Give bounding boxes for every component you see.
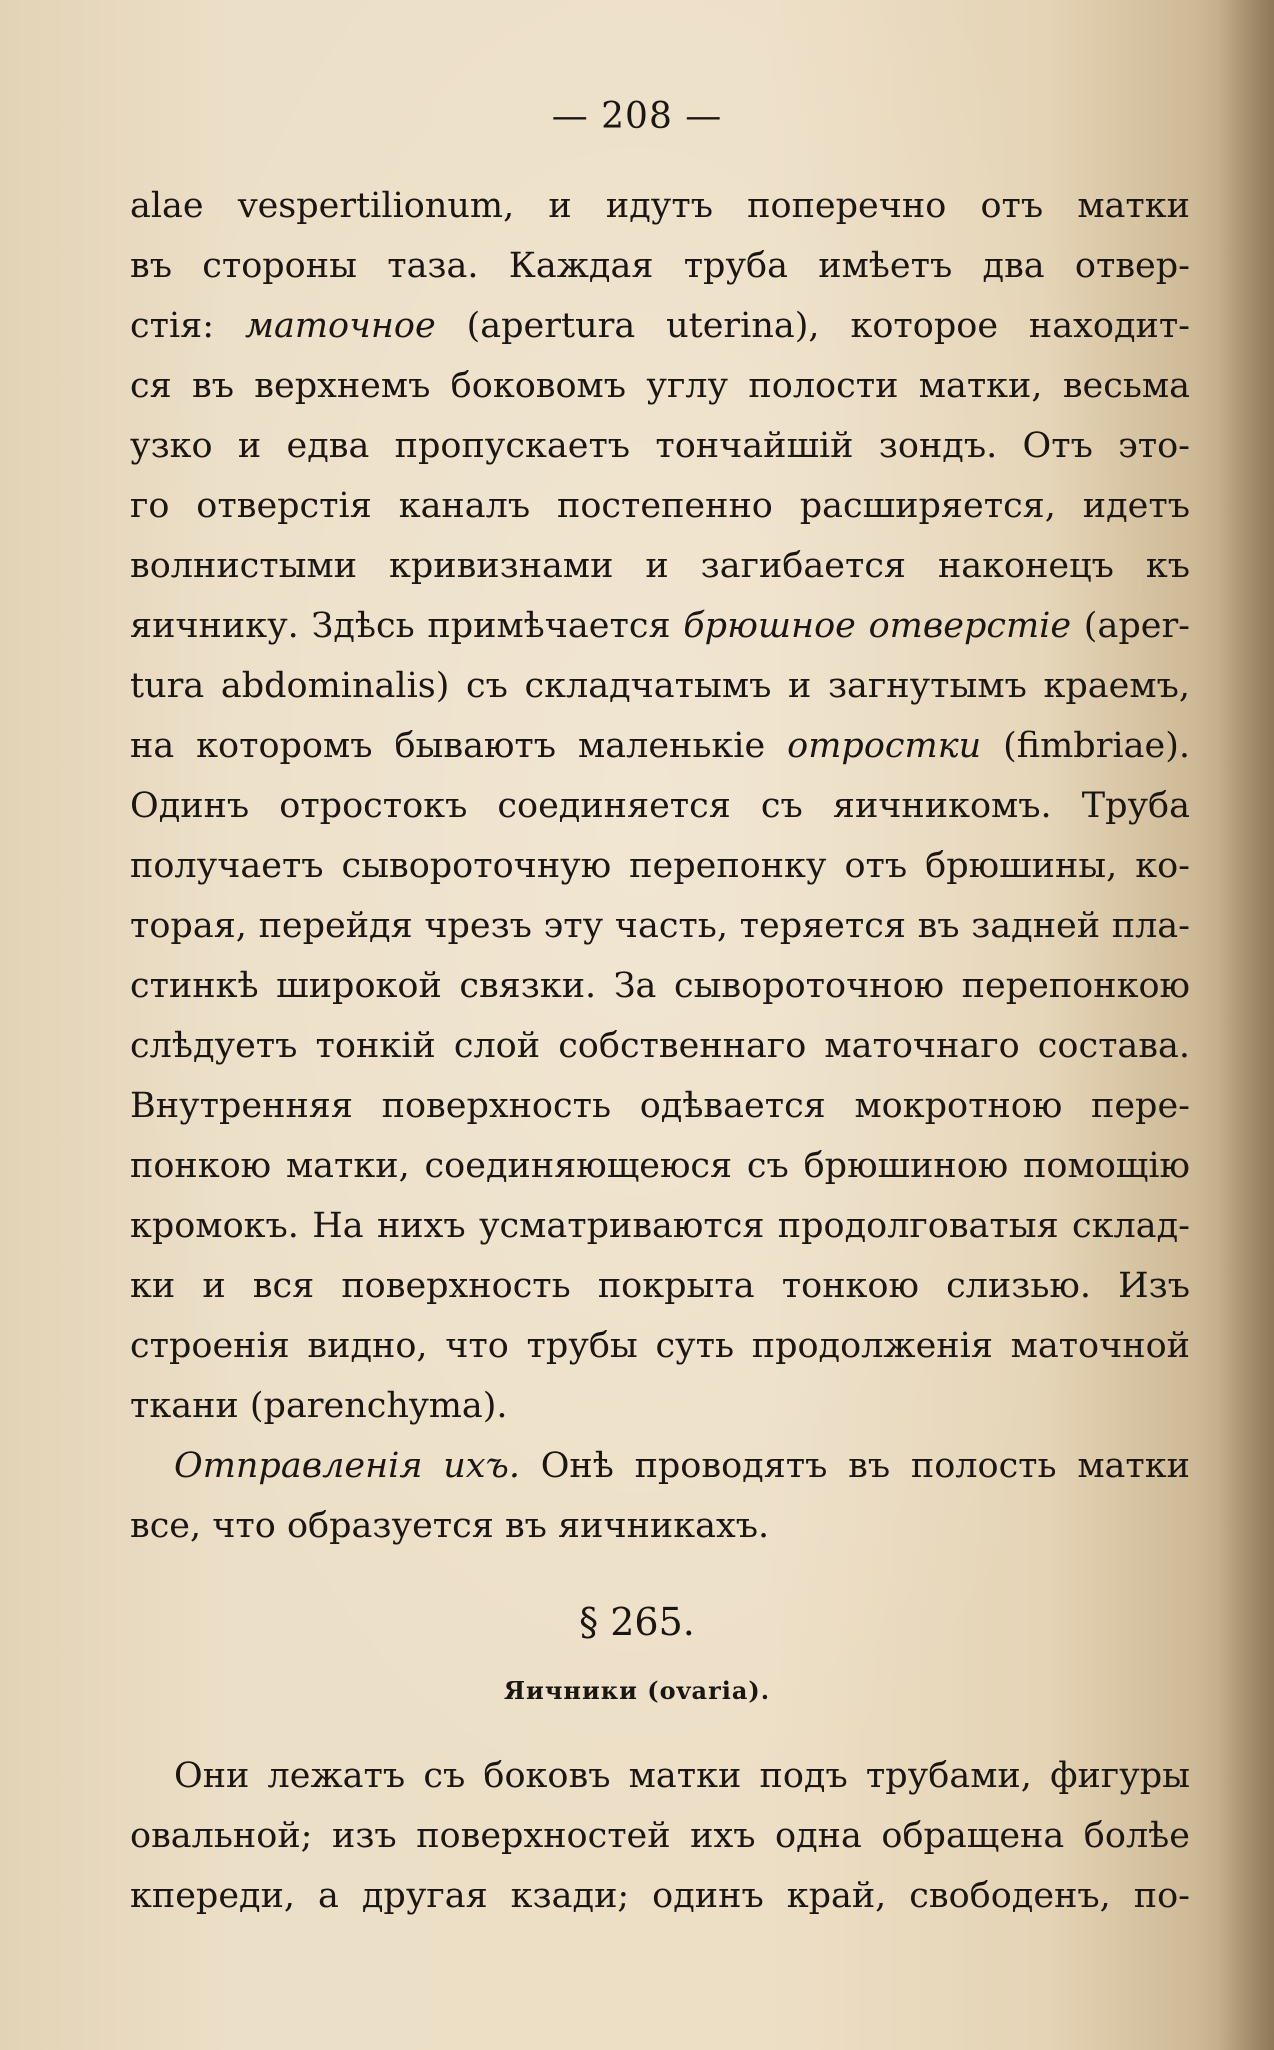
text-line: Отправленія ихъ. Онѣ проводятъ въ полость матки [174, 1446, 1190, 1486]
text-line: ки и вся поверхность покрыта тонкою слизью. Изъ [130, 1266, 1190, 1306]
text-line: волнистыми кривизнами и загибается наконецъ къ [130, 546, 1190, 586]
text-line: кромокъ. На нихъ усматриваются продолговатыя склад- [130, 1206, 1190, 1246]
spine-shadow [1220, 0, 1274, 2050]
text-line: слѣдуетъ тонкій слой собственнаго маточнаго состава. [130, 1026, 1190, 1066]
text-line: строенія видно, что трубы суть продолженія маточной [130, 1326, 1190, 1366]
text-line: alae vespertilionum, и идутъ поперечно отъ матки [130, 186, 1190, 226]
text-line: стія: маточное (apertura uterina), которое находит- [130, 306, 1191, 346]
italic-term: отростки [787, 726, 982, 766]
text-line: яичнику. Здѣсь примѣчается брюшное отверстіе (aper- [130, 606, 1190, 646]
text-line: на которомъ бываютъ маленькіе отростки (fimbriae). [130, 726, 1190, 766]
paragraph-1 [130, 176, 1190, 1436]
text-line: ткани (parenchyma). [130, 1386, 508, 1426]
page-number: — 208 — [551, 96, 723, 137]
text-line: овальной; изъ поверхностей ихъ одна обращена болѣе [130, 1816, 1190, 1856]
text-line: Они лежатъ съ боковъ матки подъ трубами, фигуры [174, 1756, 1190, 1796]
text-line: кпереди, а другая кзади; одинъ край, свободенъ, по- [130, 1876, 1190, 1916]
text-line: въ стороны таза. Каждая труба имѣетъ два отвер- [130, 246, 1190, 286]
italic-term: брюшное отверстіе [683, 606, 1072, 646]
paragraph-2 [130, 1436, 1190, 1556]
text-line: получаетъ сывороточную перепонку отъ брюшины, ко- [130, 846, 1190, 886]
text-line: го отверстія каналъ постепенно расширяется, идетъ [130, 486, 1190, 526]
text-line: ся въ верхнемъ боковомъ углу полости матки, весьма [130, 366, 1190, 406]
text-line: Внутренняя поверхность одѣвается мокротною пере- [130, 1086, 1190, 1126]
section-title: Яичники (ovaria). [503, 1676, 771, 1705]
text-line: понкою матки, соединяющеюся съ брюшиною помощію [130, 1146, 1190, 1186]
text-line: tura abdominalis) съ складчатымъ и загнутымъ краемъ, [130, 666, 1190, 706]
italic-heading: Отправленія ихъ. [174, 1446, 520, 1486]
text-line: все, что образуется въ яичникахъ. [130, 1506, 770, 1546]
text-line: узко и едва пропускаетъ тончайшій зондъ. Отъ это- [130, 426, 1190, 466]
italic-term: маточное [244, 306, 436, 346]
text-line: торая, перейдя чрезъ эту часть, теряется въ задней пла- [130, 906, 1190, 946]
paragraph-3 [130, 1746, 1190, 1926]
text-line: стинкѣ широкой связки. За сывороточною перепонкою [130, 966, 1190, 1006]
section-number: § 265. [579, 1600, 695, 1644]
text-line: Одинъ отростокъ соединяется съ яичникомъ. Труба [130, 786, 1190, 826]
